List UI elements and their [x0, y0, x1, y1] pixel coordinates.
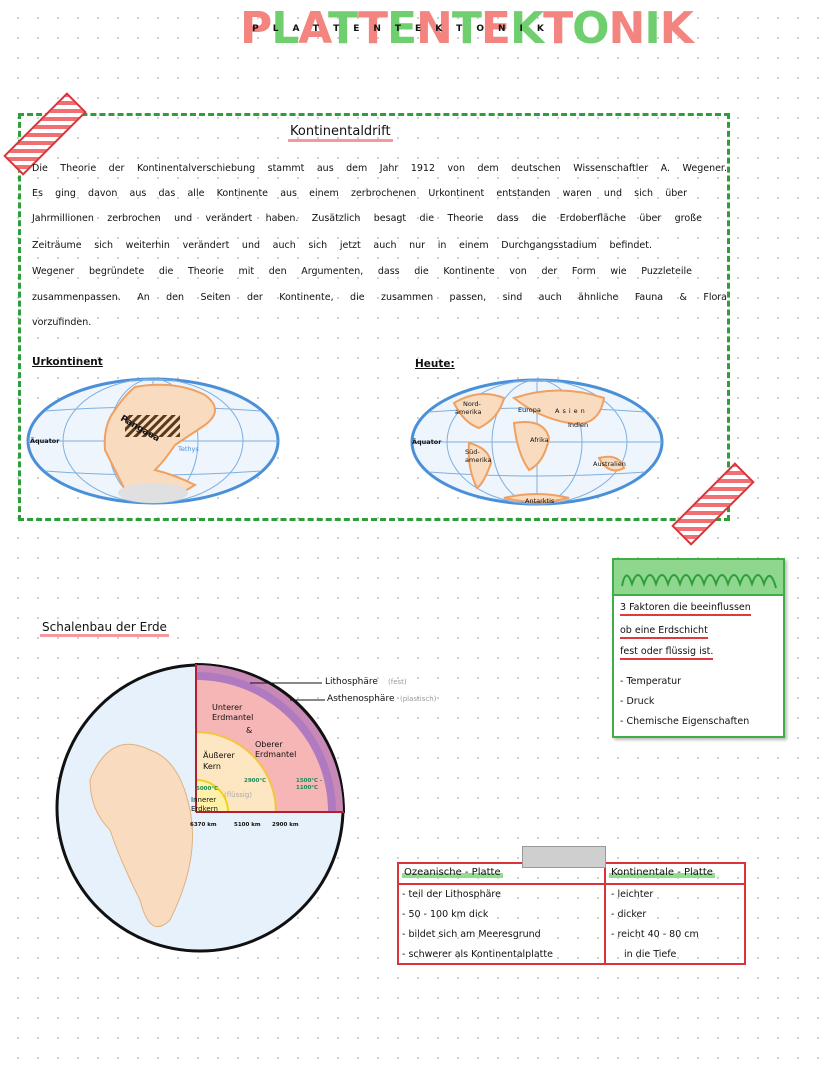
table-cell: - dicker [611, 909, 647, 920]
factors-line: 3 Faktoren die beeinflussen [620, 602, 751, 616]
map-past-heading: Urkontinent [32, 356, 103, 368]
lithosphere-label: Lithosphäre [325, 677, 378, 687]
title-letter: O [572, 3, 609, 54]
title-letter: I [644, 3, 660, 54]
paragraph-line: Es ging davon aus das alle Kontinente aus einem zerbrochenen Urkontinent entstanden waren und sich über [32, 188, 687, 199]
table-cell: - bildet sich am Meeresgrund [402, 929, 541, 940]
tape-decoration [522, 846, 606, 868]
inner-core-label: Innerer Erdkern [191, 796, 218, 813]
paragraph-line: Wegener begründete die Theorie mit den Argumenten, dass die Kontinente von der Form wie Puzzleteile [32, 266, 692, 277]
paragraph-line: zusammenpassen. An den Seiten der Kontinente, die zusammen passen, sind auch ähnliche Fauna & Flora [32, 292, 727, 303]
table-cell: - teil der Lithosphäre [402, 889, 501, 900]
continent-label: Afrika [530, 436, 549, 444]
title-letter: A [298, 3, 328, 54]
continent-label: amerika [455, 408, 482, 416]
paragraph-line: vorzufinden. [32, 317, 92, 328]
ampersand: & [246, 726, 253, 735]
inner-core-temp: 5000°C [196, 786, 219, 792]
continent-label: Indien [568, 421, 589, 429]
paragraph-line: Die Theorie der Kontinentalverschiebung stammt aus dem Jahr 1912 von dem deutschen Wissenschaftler A. Wegener. [32, 163, 727, 174]
continent-label: Süd- [465, 448, 480, 456]
factors-item: - Chemische Eigenschaften [620, 716, 750, 727]
title-letter: N [608, 3, 645, 54]
title-letter: T [357, 3, 387, 54]
table-divider [604, 864, 606, 963]
depth-label: 6370 km [190, 822, 217, 828]
squiggle-decoration [614, 560, 783, 594]
title-letter: T [451, 3, 481, 54]
supercontinent-label: Pangaea [118, 413, 162, 445]
lithosphere-note: (fest) [388, 678, 407, 686]
equator-label: Äquator [30, 437, 60, 445]
table-cell: in die Tiefe [624, 949, 677, 960]
title-letter: L [271, 3, 299, 54]
title-letter: N [416, 3, 452, 54]
equator-label: Äquator [412, 438, 442, 446]
ocean-label: Tethys [178, 445, 199, 453]
map-today-heading: Heute: [415, 358, 455, 370]
factors-line: fest oder flüssig ist. [620, 646, 713, 660]
upper-mantle-label: Oberer Erdmantel [255, 740, 297, 759]
continent-label: amerika [465, 456, 492, 464]
asthenosphere-note: (plastisch) [400, 695, 437, 703]
continent-label: Australien [593, 460, 626, 468]
factors-card-header [614, 560, 783, 596]
title-letter: E [386, 3, 417, 54]
page-title-overlay: PLATTENTEKTONIK [252, 24, 558, 34]
paragraph-line: Zeiträume sich weiterhin verändert und auch sich jetzt auch nur in einem Durchgangsstadium befindet. [32, 240, 652, 251]
table-divider [399, 883, 744, 885]
outer-core-temp: 2900°C [244, 778, 267, 784]
continent-label: Asien [555, 407, 588, 415]
factors-item: - Druck [620, 696, 655, 707]
table-cell: - leichter [611, 889, 654, 900]
continent-label: Europa [518, 406, 541, 414]
continental-header: Kontinentale - Platte [611, 867, 713, 878]
title-letter: P [240, 3, 272, 54]
depth-label: 5100 km [234, 822, 261, 828]
table-cell: - 50 - 100 km dick [402, 909, 489, 920]
title-letter: K [509, 3, 544, 54]
drift-heading: Kontinentaldrift [288, 124, 393, 142]
outer-core-label: Äußerer Kern [203, 751, 235, 771]
paragraph-line: Jahrmillionen zerbrochen und verändert haben. Zusätzlich besagt die Theorie dass die Erdoberfläche über große [32, 213, 702, 224]
title-letter: T [327, 3, 358, 54]
table-cell: - schwerer als Kontinentalplatte [402, 949, 553, 960]
title-letter: T [543, 3, 573, 54]
oceanic-header: Ozeanische - Platte [404, 867, 501, 878]
title-letter: E [480, 3, 510, 54]
factors-item: - Temperatur [620, 676, 681, 687]
factors-line: ob eine Erdschicht [620, 625, 708, 639]
asthenosphere-label: Asthenosphäre [327, 694, 395, 704]
mantle-temp: 1500°C - 1100°C [296, 778, 323, 791]
continent-label: Antarktis [525, 497, 555, 505]
title-letter: K [659, 3, 693, 54]
plates-table [397, 862, 746, 965]
depth-label: 2900 km [272, 822, 299, 828]
continent-label: Nord- [463, 400, 481, 408]
table-cell: - reicht 40 - 80 cm [611, 929, 699, 940]
lower-mantle-label: Unterer Erdmantel [212, 703, 254, 722]
earth-heading: Schalenbau der Erde [40, 620, 169, 637]
world-map [409, 378, 669, 510]
liquid-note: (flüssig) [224, 791, 252, 799]
factors-card [612, 558, 785, 738]
